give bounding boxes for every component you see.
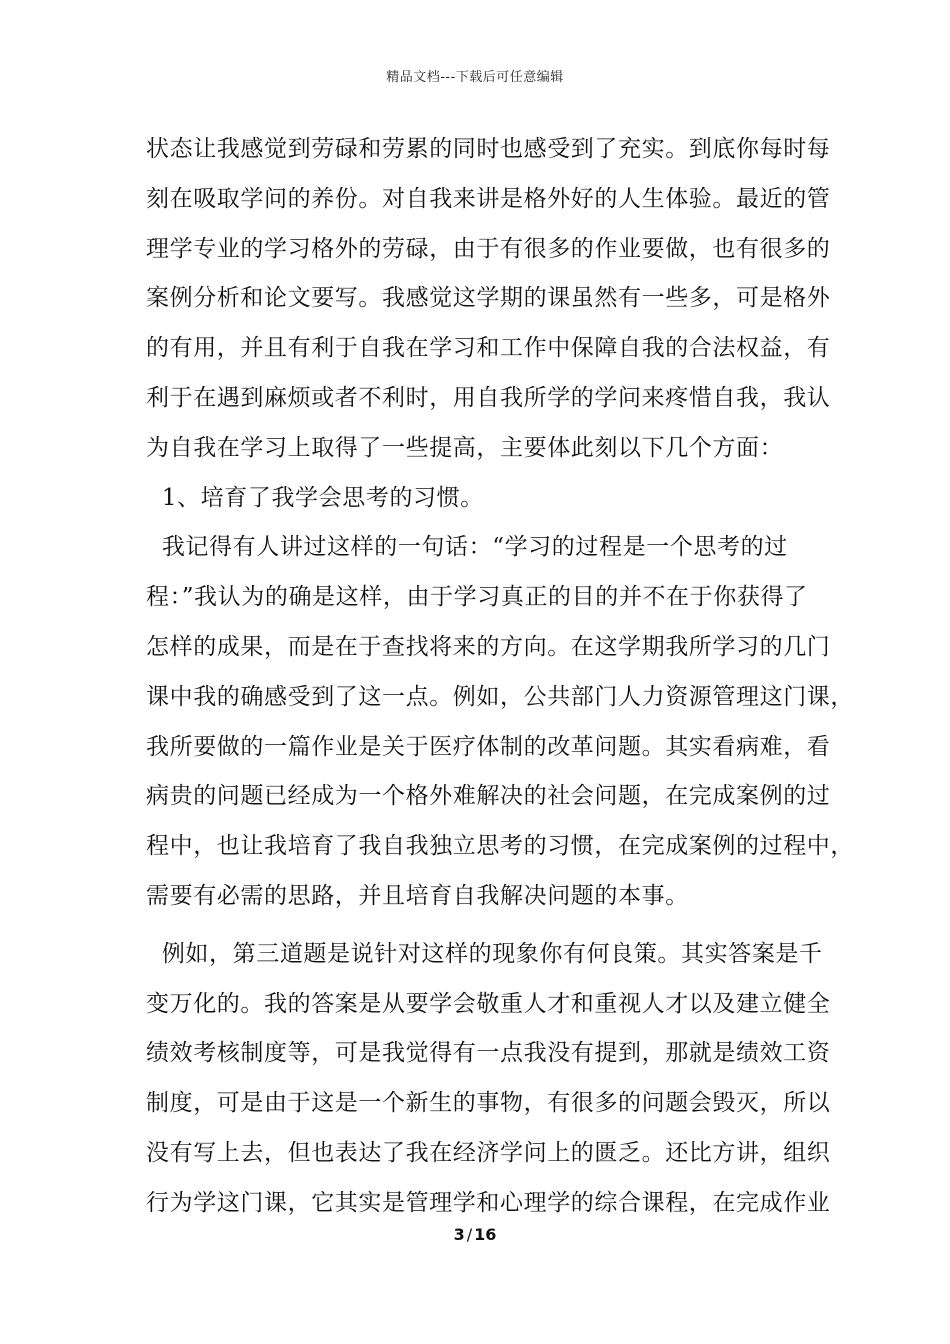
text-line: 行为学这门课，它其实是管理学和心理学的综合课程，在完成作业 <box>146 1189 831 1216</box>
text-line: 我记得有人讲过这样的一句话：“学习的过程是一个思考的过 <box>146 534 788 561</box>
text-line: 程：”我认为的确是这样，由于学习真正的目的并不在于你获得了 <box>146 584 808 611</box>
text-line: 我所要做的一篇作业是关于医疗体制的改革问题。其实看病难，看 <box>146 733 831 760</box>
text-line: 没有写上去，但也表达了我在经济学问上的匮乏。还比方讲，组织 <box>146 1139 831 1166</box>
text-line: 绩效考核制度等，可是我觉得有一点我没有提到，那就是绩效工资 <box>146 1040 831 1067</box>
page-number <box>0 1225 950 1244</box>
text-line: 变万化的。我的答案是从要学会敬重人才和重视人才以及建立健全 <box>146 990 831 1017</box>
text-line: 利于在遇到麻烦或者不利时，用自我所学的学问来疼惜自我，我认 <box>146 384 831 411</box>
text-line: 状态让我感觉到劳碌和劳累的同时也感受到了充实。到底你每时每 <box>146 136 831 162</box>
text-line: 理学专业的学习格外的劳碌，由于有很多的作业要做，也有很多的 <box>146 235 831 262</box>
text-line: 刻在吸取学问的养份。对自我来讲是格外好的人生体验。最近的管 <box>146 185 831 212</box>
text-line: 的有用，并且有利于自我在学习和工作中保障自我的合法权益，有 <box>146 335 831 362</box>
document-body <box>146 125 854 1229</box>
text-line: 怎样的成果，而是在于查找将来的方向。在这学期我所学习的几门 <box>146 633 831 660</box>
text-line: 制度，可是由于这是一个新生的事物，有很多的问题会毁灭，所以 <box>146 1090 831 1117</box>
total-pages-number: 16 <box>474 1225 497 1244</box>
current-page-number: 3 <box>453 1225 465 1244</box>
text-line: 病贵的问题已经成为一个格外难解决的社会问题，在完成案例的过 <box>146 783 831 810</box>
text-line: 需要有必需的思路，并且培育自我解决问题的本事。 <box>146 882 689 909</box>
page-header: 精品文档---下载后可任意编辑 <box>386 70 564 85</box>
text-line: 例如，第三道题是说针对这样的现象你有何良策。其实答案是千 <box>146 940 823 967</box>
text-line: 案例分析和论文要写。我感觉这学期的课虽然有一些多，可是格外 <box>146 285 831 312</box>
section-heading: 1、培育了我学会思考的习惯。 <box>146 484 484 511</box>
text-line: 程中，也让我培育了我自我独立思考的习惯，在完成案例的过程中， <box>146 833 854 860</box>
page-separator: / <box>466 1225 473 1244</box>
text-line: 课中我的确感受到了这一点。例如，公共部门人力资源管理这门课， <box>146 683 854 710</box>
text-line: 为自我在学习上取得了一些提高，主要体此刻以下几个方面： <box>146 434 784 461</box>
